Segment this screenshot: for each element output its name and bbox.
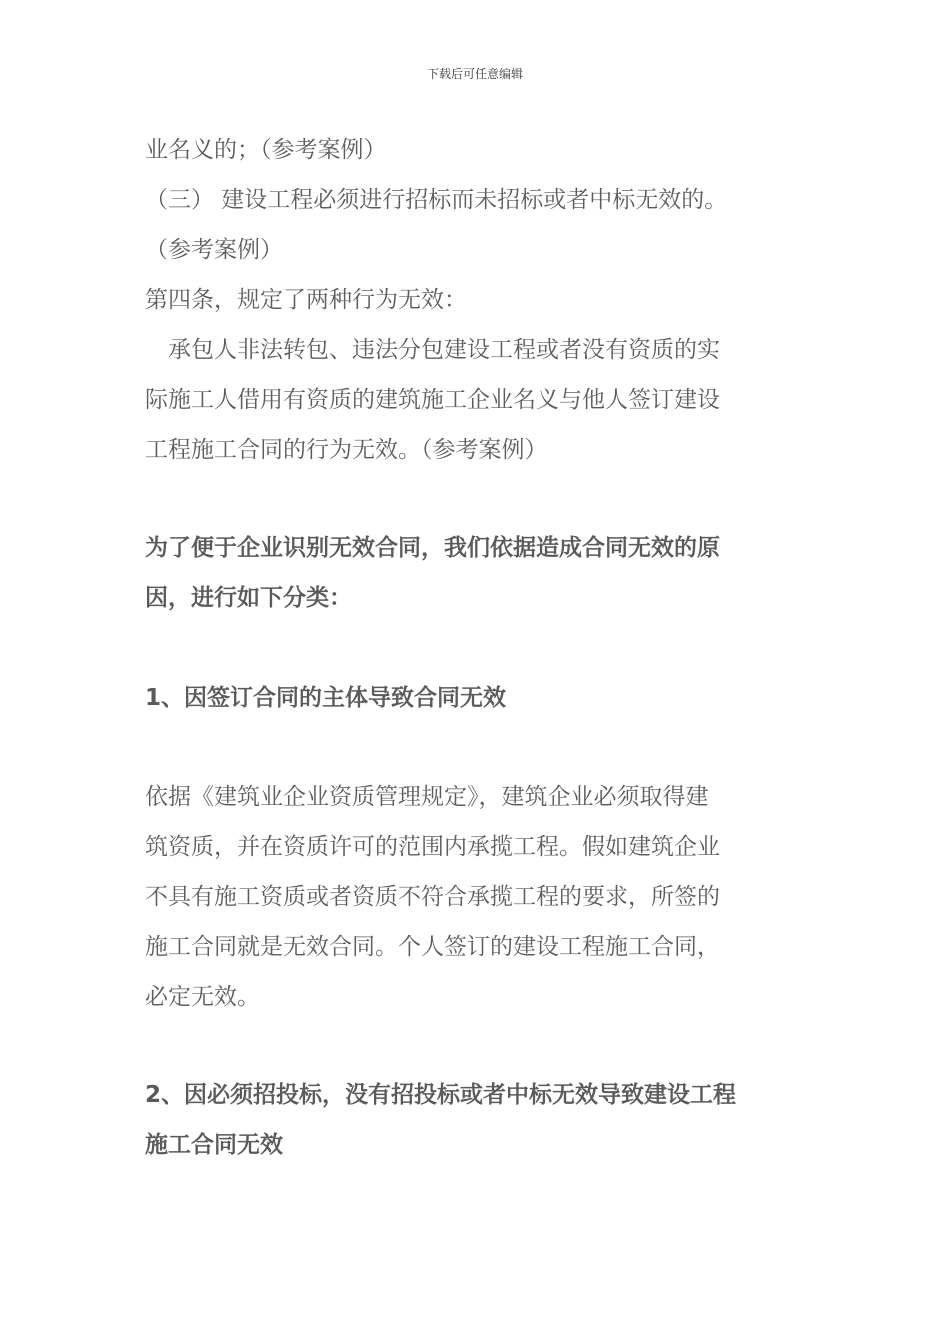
paragraph-line: （参考案例） (145, 237, 283, 263)
paragraph-line: 施工合同就是无效合同。个人签订的建设工程施工合同， (145, 934, 720, 960)
paragraph-line: 不具有施工资质或者资质不符合承揽工程的要求，所签的 (145, 884, 720, 910)
paragraph-line: 工程施工合同的行为无效。（参考案例） (145, 437, 548, 463)
paragraph-line: （三） 建设工程必须进行招标而未招标或者中标无效的。 (145, 187, 728, 213)
paragraph-line: 必定无效。 (145, 984, 260, 1010)
paragraph-line: 第四条，规定了两种行为无效： (145, 287, 467, 313)
paragraph-line: 业名义的；（参考案例） (145, 137, 387, 163)
intro-bold-line: 为了便于企业识别无效合同，我们依据造成合同无效的原 (145, 535, 720, 561)
intro-bold-line: 因，进行如下分类： (145, 585, 352, 611)
section-heading-2: 2、因必须招投标，没有招投标或者中标无效导致建设工程 (145, 1082, 737, 1108)
paragraph-line: 依据《建筑业企业资质管理规定》，建筑企业必须取得建 (145, 784, 709, 810)
section-heading-1: 1、因签订合同的主体导致合同无效 (145, 685, 507, 711)
page-header: 下载后可任意编辑 (426, 67, 523, 81)
paragraph-line: 际施工人借用有资质的建筑施工企业名义与他人签订建设 (145, 387, 720, 413)
paragraph-line: 筑资质，并在资质许可的范围内承揽工程。假如建筑企业 (145, 834, 720, 860)
paragraph-line: 承包人非法转包、违法分包建设工程或者没有资质的实 (145, 337, 720, 363)
section-heading-2: 施工合同无效 (145, 1132, 283, 1158)
